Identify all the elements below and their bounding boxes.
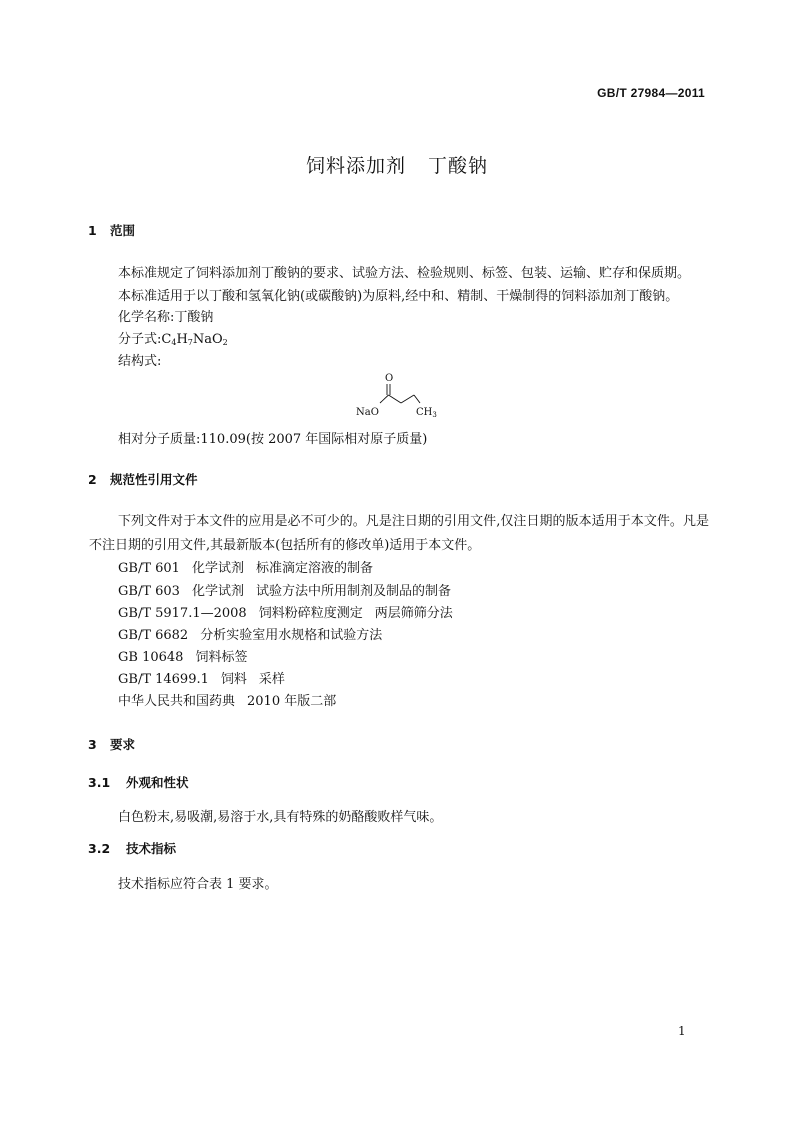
scope-paragraph-2: 本标准适用于以丁酸和氢氧化钠(或碳酸钠)为原料,经中和、精制、干燥制得的饲料添加剂丁酸钠。: [118, 289, 679, 304]
section-3-heading: [88, 735, 135, 753]
references-intro: 下列文件对于本文件的应用是必不可少的。凡是注日期的引用文件,仅注日期的版本适用于本文件。凡是不注日期的引用文件,其最新版本(包括所有的修改单)适用于本文件。: [89, 514, 709, 553]
scope-paragraph-1: 本标准规定了饲料添加剂丁酸钠的要求、试验方法、检验规则、标签、包装、运输、贮存和保质期。: [118, 266, 691, 281]
section-2-heading: [88, 470, 198, 488]
chain-bond-1: [389, 395, 402, 403]
subsection-number: 3.1: [88, 775, 111, 790]
reference-item: GB 10648 饲料标签: [118, 650, 248, 665]
section-1-heading: [88, 221, 135, 239]
reference-item: GB/T 6682 分析实验室用水规格和试验方法: [118, 628, 383, 643]
chain-bond-3: [414, 395, 420, 403]
molecular-formula: 分子式$:C_4H_7NaO_2$: [118, 332, 228, 347]
technical-index-text: 技术指标应符合表 1 要求。: [118, 877, 278, 892]
title-part1: 饲料添加剂: [305, 155, 406, 177]
reference-item: GB/T 603 化学试剂 试验方法中所用制剂及制品的制备: [118, 584, 451, 599]
nao-label: NaO: [356, 407, 379, 418]
subsection-number: 3.2: [88, 841, 111, 856]
section-number: 1: [88, 223, 97, 238]
structural-formula: [353, 370, 443, 418]
methyl-label: $CH_3$: [416, 407, 437, 418]
molecular-mass: 相对分子质量:110.09(按 2007 年国际相对原子质量): [118, 432, 428, 447]
page-title: [0, 151, 794, 178]
reference-item: GB/T 5917.1—2008 饲料粉碎粒度测定 两层筛筛分法: [118, 606, 453, 621]
section-title: 范围: [110, 223, 136, 238]
structural-formula-diagram: [353, 370, 443, 418]
chain-bond-2: [401, 395, 414, 403]
reference-item: 中华人民共和国药典 2010 年版二部: [118, 694, 337, 709]
chemical-name: 化学名称:丁酸钠: [118, 310, 214, 325]
section-title: 规范性引用文件: [110, 472, 198, 487]
carbonyl-oxygen-label: O: [385, 373, 394, 384]
subsection-3-2-heading: [88, 839, 176, 857]
subsection-title: 外观和性状: [126, 775, 189, 790]
subsection-title: 技术指标: [126, 841, 177, 856]
section-number: 3: [88, 737, 97, 752]
reference-item: GB/T 14699.1 饲料 采样: [118, 672, 285, 687]
section-title: 要求: [110, 737, 136, 752]
document-code: GB/T 27984—2011: [597, 86, 705, 100]
ester-bond: [380, 395, 389, 403]
subsection-3-1-heading: [88, 773, 189, 791]
page-number: 1: [678, 1024, 686, 1038]
section-number: 2: [88, 472, 97, 487]
reference-item: GB/T 601 化学试剂 标准滴定溶液的制备: [118, 561, 373, 576]
structure-label: 结构式:: [118, 354, 162, 369]
title-part2: 丁酸钠: [428, 155, 489, 177]
appearance-text: 白色粉末,易吸潮,易溶于水,具有特殊的奶酪酸败样气味。: [118, 810, 443, 825]
